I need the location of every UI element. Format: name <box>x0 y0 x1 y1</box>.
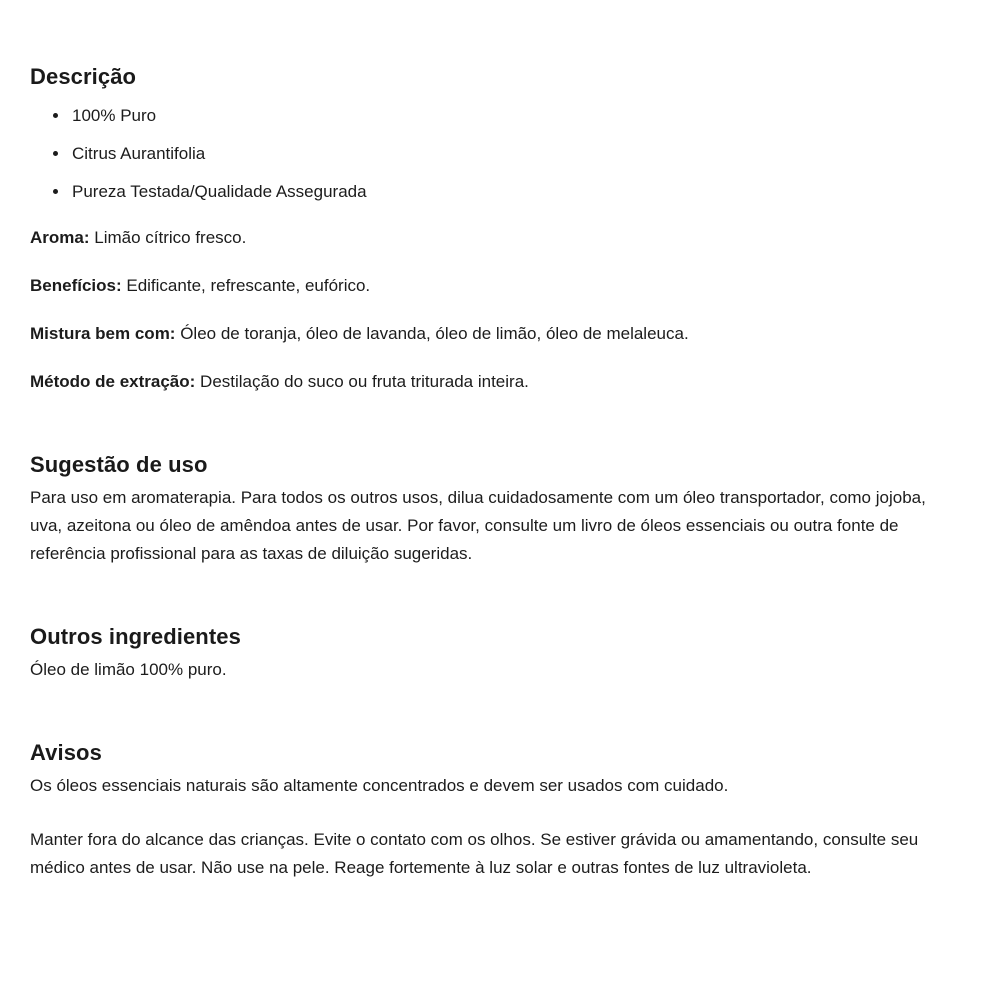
attribute-metodo-extracao <box>30 368 942 396</box>
feature-list-item: • 100% Puro <box>70 104 970 128</box>
section-sugestao-de-uso <box>30 450 970 568</box>
section-title-outros-ingredientes: Outros ingredientes <box>30 624 241 649</box>
attribute-mistura-bem-com <box>30 320 942 348</box>
avisos-paragraph: Os óleos essenciais naturais são altamente concentrados e devem ser usados com cuidado. <box>30 776 729 795</box>
section-descricao <box>30 62 970 396</box>
section-title-descricao: Descrição <box>30 64 137 89</box>
attribute-value: Limão cítrico fresco. <box>89 228 247 247</box>
section-avisos <box>30 738 970 882</box>
attribute-label: Aroma: <box>30 228 90 247</box>
attribute-value: Destilação do suco ou fruta triturada inteira. <box>195 372 529 391</box>
avisos-paragraph: Manter fora do alcance das crianças. Evite o contato com os olhos. Se estiver grávida ou amamentando, consulte seu médico antes de usar. Não use na pele. Reage fortemente à luz solar e outras fontes de luz ultravioleta. <box>30 830 919 877</box>
feature-list <box>30 104 970 204</box>
attribute-value: Óleo de toranja, óleo de lavanda, óleo de limão, óleo de melaleuca. <box>175 324 689 343</box>
attribute-value: Edificante, refrescante, eufórico. <box>121 276 371 295</box>
attribute-beneficios <box>30 272 942 300</box>
section-title-avisos: Avisos <box>30 740 102 765</box>
attribute-label: Mistura bem com: <box>30 324 176 343</box>
sugestao-de-uso-text: Para uso em aromaterapia. Para todos os outros usos, dilua cuidadosamente com um óleo transportador, como jojoba, uva, azeitona ou óleo de amêndoa antes de usar. Por favor, consulte um livro de óleos essenciais ou outra fonte de referência profissional para as taxas de diluição sugeridas. <box>30 488 926 563</box>
section-outros-ingredientes <box>30 622 970 684</box>
attribute-aroma <box>30 224 942 252</box>
attribute-label: Benefícios: <box>30 276 122 295</box>
outros-ingredientes-text: Óleo de limão 100% puro. <box>30 660 227 679</box>
section-title-sugestao-de-uso: Sugestão de uso <box>30 452 208 477</box>
feature-list-item: • Pureza Testada/Qualidade Assegurada <box>70 180 970 204</box>
feature-list-item: • Citrus Aurantifolia <box>70 142 970 166</box>
attribute-label: Método de extração: <box>30 372 196 391</box>
